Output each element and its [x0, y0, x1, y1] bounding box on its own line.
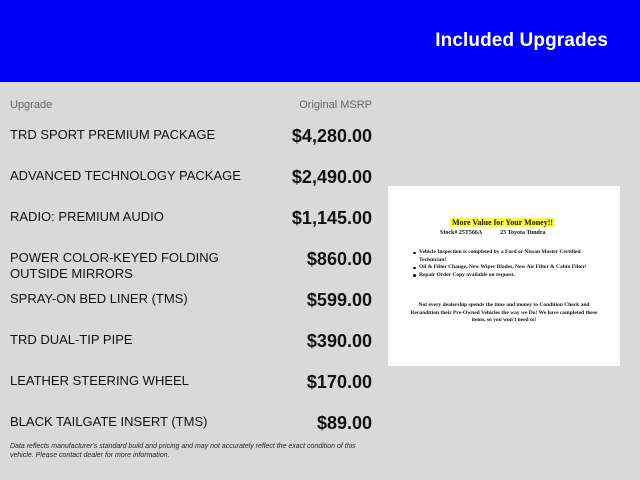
upgrade-column-header: Upgrade	[10, 99, 53, 111]
promo-flyer-image	[388, 186, 620, 366]
upgrade-name: RADIO: PREMIUM AUDIO	[10, 209, 164, 224]
upgrade-price: $2,490.00	[291, 167, 372, 187]
upgrade-price: $860.00	[306, 249, 372, 269]
upgrade-price: $599.00	[306, 290, 372, 310]
upgrade-name: SPRAY-ON BED LINER (TMS)	[10, 291, 188, 306]
upgrade-price: $89.00	[316, 413, 372, 433]
upgrade-row	[0, 323, 384, 364]
disclaimer-text: Data reflects manufacturer's standard build and pricing and may not accurately reflect the exact condition of this vehicle. Please contact dealer for more information.	[10, 443, 356, 459]
promo-vehicle: 23 Toyota Tundra	[500, 230, 546, 236]
upgrade-row	[0, 282, 384, 323]
upgrade-row	[0, 364, 384, 405]
promo-list	[412, 249, 602, 279]
promo-list-item: Oil & Filter Change, New Wiper Blades, New Air Filter & Cabin Filter!	[412, 264, 602, 272]
upgrade-row	[0, 241, 384, 282]
promo-list-item: Vehicle Inspection is completed by a Ford or Nissan Master Certified Technician!	[412, 249, 602, 264]
header-banner	[0, 0, 640, 82]
upgrade-row	[0, 405, 384, 446]
promo-stock-number: Stock# 25T566A	[440, 230, 483, 236]
upgrade-price: $170.00	[306, 372, 372, 392]
upgrade-row	[0, 200, 384, 241]
upgrade-price: $1,145.00	[291, 208, 372, 228]
upgrade-name: ADVANCED TECHNOLOGY PACKAGE	[10, 168, 241, 183]
upgrade-name: LEATHER STEERING WHEEL	[10, 373, 189, 388]
promo-note: Not every dealership spends the time and money to Condition Check and Recondition their Pre-Owned Vehicles the way we Do! We have completed these items, so you won't need to!	[410, 302, 598, 323]
upgrade-name: TRD SPORT PREMIUM PACKAGE	[10, 127, 216, 142]
promo-title: More Value for Your Money!!	[452, 218, 554, 227]
page-title: Included Upgrades	[435, 30, 608, 51]
promo-list-item: Repair Order Copy available on request.	[412, 272, 602, 280]
upgrade-row	[0, 159, 384, 200]
promo-stock-line	[440, 230, 546, 236]
upgrade-price: $4,280.00	[291, 126, 372, 146]
upgrade-name: TRD DUAL-TIP PIPE	[10, 332, 133, 347]
upgrade-name: BLACK TAILGATE INSERT (TMS)	[10, 414, 208, 429]
upgrade-name: POWER COLOR-KEYED FOLDING OUTSIDE MIRRORS	[10, 250, 219, 281]
upgrade-row	[0, 118, 384, 159]
upgrade-price: $390.00	[306, 331, 372, 351]
upgrades-list	[0, 118, 384, 446]
msrp-column-header: Original MSRP	[299, 99, 372, 111]
